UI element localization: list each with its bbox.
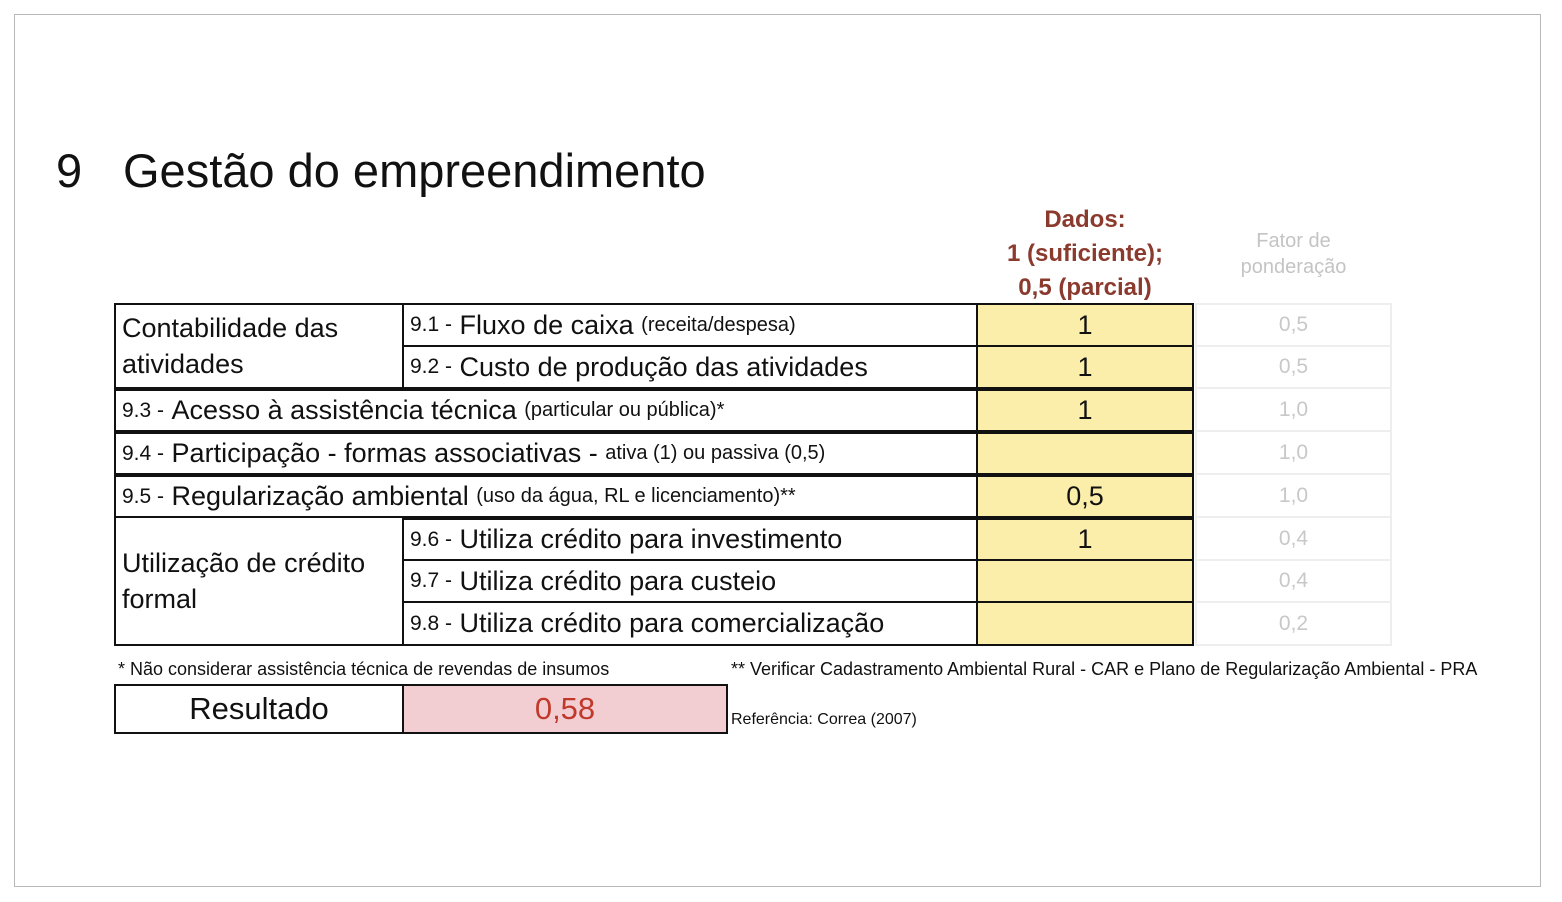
- row-label: [114, 473, 978, 518]
- result-value: 0,58: [402, 684, 728, 734]
- item-number: 9.7 -: [410, 569, 453, 592]
- item-label: Participação - formas associativas -: [171, 438, 598, 468]
- item-note: (uso da água, RL e licenciamento)**: [476, 485, 796, 507]
- dados-header-line: Dados:: [1044, 206, 1126, 233]
- item-number: 9.6 -: [410, 527, 453, 551]
- fator-ponderacao: 1,0: [1195, 473, 1392, 518]
- row-label: [402, 516, 978, 561]
- item-number: 9.8 -: [410, 611, 453, 635]
- item-label: Utiliza crédito para investimento: [459, 524, 843, 554]
- fator-ponderacao: 0,5: [1195, 345, 1392, 389]
- dados-input[interactable]: [976, 601, 1194, 646]
- fator-header: [1196, 228, 1391, 280]
- dados-input[interactable]: [976, 559, 1194, 603]
- dados-input[interactable]: 1: [976, 303, 1194, 347]
- item-label: Regularização ambiental: [171, 481, 469, 511]
- item-number: 9.1 -: [410, 313, 453, 336]
- reference: Referência: Correa (2007): [731, 711, 917, 728]
- fator-header-line: ponderação: [1240, 256, 1347, 278]
- dados-input[interactable]: 1: [976, 516, 1194, 561]
- item-number: 9.3 -: [122, 398, 165, 422]
- item-note: ativa (1) ou passiva (0,5): [605, 442, 826, 464]
- item-note: (particular ou pública)*: [524, 399, 725, 421]
- row-label: [402, 345, 978, 389]
- item-note: (receita/despesa): [641, 313, 796, 336]
- item-number: 9.2 -: [410, 355, 453, 378]
- footnote-car: ** Verificar Cadastramento Ambiental Rural - CAR e Plano de Regularização Ambiental - PRA: [731, 659, 1478, 679]
- item-label: Utiliza crédito para custeio: [459, 565, 777, 596]
- fator-ponderacao: 0,4: [1195, 559, 1392, 603]
- item-number: 9.4 -: [122, 441, 165, 465]
- dados-input[interactable]: 1: [976, 387, 1194, 432]
- result-label: Resultado: [114, 684, 404, 734]
- fator-ponderacao: 0,5: [1195, 303, 1392, 347]
- item-label: Custo de produção das atividades: [459, 351, 868, 382]
- group-contabilidade: Contabilidade das atividades: [114, 303, 404, 389]
- row-label: [402, 303, 978, 347]
- section-number: 9: [56, 144, 83, 197]
- group-credito: Utilização de crédito formal: [114, 516, 404, 646]
- row-label: [114, 387, 978, 432]
- fator-header-line: Fator de: [1256, 230, 1331, 252]
- item-label: Acesso à assistência técnica: [171, 395, 517, 425]
- fator-ponderacao: 0,4: [1195, 516, 1392, 561]
- dados-input[interactable]: 0,5: [976, 473, 1194, 518]
- row-label: [114, 430, 978, 475]
- item-label: Fluxo de caixa: [459, 309, 634, 340]
- fator-ponderacao: 1,0: [1195, 387, 1392, 432]
- item-label: Utiliza crédito para comercialização: [459, 608, 885, 638]
- dados-input[interactable]: 1: [976, 345, 1194, 389]
- row-label: [402, 601, 978, 646]
- fator-ponderacao: 0,2: [1195, 601, 1392, 646]
- dados-header-line: 1 (suficiente);: [1006, 240, 1164, 267]
- footnote-assistencia: * Não considerar assistência técnica de revendas de insumos: [118, 659, 610, 679]
- dados-header: [980, 203, 1190, 305]
- dados-input[interactable]: [976, 430, 1194, 475]
- row-label: [402, 559, 978, 603]
- fator-ponderacao: 1,0: [1195, 430, 1392, 475]
- item-number: 9.5 -: [122, 484, 165, 508]
- dados-header-line: 0,5 (parcial): [1018, 274, 1152, 301]
- page-title: Gestão do empreendimento: [123, 144, 706, 197]
